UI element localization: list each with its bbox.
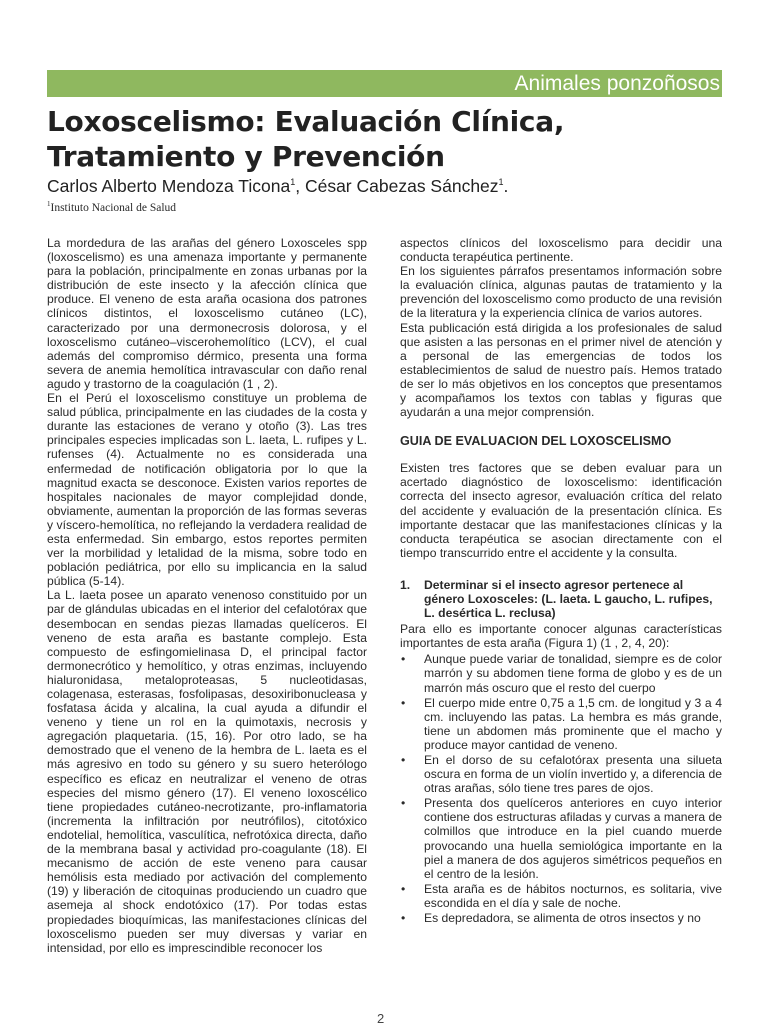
- left-column: [47, 236, 367, 955]
- numbered-item-text: Determinar si el insecto agresor pertenece al género Loxosceles: (L. laeta. L gaucho, L. rufipes, L. desértica L. reclusa): [424, 577, 713, 621]
- bullet-icon: •: [401, 695, 406, 710]
- bullet-list: [400, 652, 722, 925]
- bullet-icon: •: [401, 753, 406, 767]
- author-list-end: .: [503, 176, 509, 196]
- bullet-item: [400, 753, 722, 795]
- article-title-line-2: Tratamiento y Prevención: [47, 140, 445, 173]
- body-paragraph: En el Perú el loxoscelismo constituye un problema de salud pública, principalmente en las ciudades de la costa y durante las estaciones de verano y otoño (3). Las tres principales especies implicadas son L. laeta, L. rufipes y L. rufenses (4). Actualmente no es considerada una enfermedad de notificación obligatoria por lo que la magnitud exacta se desconoce. Existen varios reportes de hospitales nacionales de mayor complejidad donde, obviamente, aumentan la proporción de las formas severas y víscero-hemolítica, no reflejando la verdadera realidad de esta enfermedad. Sin embargo, estos reportes permiten ver la morbilidad y letalidad de la misma, sobre todo en población pediátrica, por ello su implicancia en la salud pública (5-14).: [47, 391, 367, 589]
- body-paragraph: En los siguientes párrafos presentamos información sobre la evaluación clínica, algunas pautas de tratamiento y la prevención del loxoscelismo como producto de una revisión de la literatura y la experiencia clínica de varios autores.: [400, 264, 722, 321]
- section-heading: GUIA DE EVALUACION DEL LOXOSCELISMO: [400, 434, 672, 449]
- affiliation-mark: 1: [47, 200, 51, 208]
- bullet-icon: •: [401, 796, 406, 811]
- section-banner-label: Animales ponzoñosos: [514, 72, 720, 95]
- numbered-item-number: 1.: [400, 577, 411, 592]
- author-name: César Cabezas Sánchez: [304, 176, 499, 196]
- author-name: Carlos Alberto Mendoza Ticona: [47, 176, 291, 196]
- bullet-item: [400, 652, 722, 694]
- article-title: [47, 104, 727, 174]
- bullet-text: El cuerpo mide entre 0,75 a 1,5 cm. de longitud y 3 a 4 cm. incluyendo las patas. La hembra es más grande, tiene un abdomen más prominente que el macho y produce mayor cantidad de veneno.: [424, 695, 722, 752]
- article-title-line-1: Loxoscelismo: Evaluación Clínica,: [47, 105, 565, 138]
- author-list: [47, 176, 508, 197]
- affiliation-text: Instituto Nacional de Salud: [50, 201, 177, 214]
- bullet-item: [400, 882, 722, 910]
- bullet-text: Presenta dos quelíceros anteriores en cuyo interior contiene dos estructuras afiladas y curvas a manera de colmillos que introduce en la piel cuando muerde provocando una huella semiológica importante en la piel a manera de dos agujeros simétricos pequeños en el centro de la lesión.: [424, 796, 722, 881]
- bullet-text: En el dorso de su cefalotórax presenta una silueta oscura en forma de un violín invertido y, a diferencia de otras arañas, sólo tiene tres pares de ojos.: [424, 753, 722, 796]
- bullet-text: Aunque puede variar de tonalidad, siempre es de color marrón y su abdomen tiene forma de globo y es de un marrón más oscuro que el resto del cuerpo: [424, 652, 722, 695]
- body-paragraph: Existen tres factores que se deben evaluar para un acertado diagnóstico de loxoscelismo: identificación correcta del insecto agresor, evaluación crítica del relato del accidente y evaluación de la presentación clínica. Es importante destacar que las manifestaciones clínicas y la conducta terapéutica se asocian directamente con el tiempo transcurrido entre el accidente y la consulta.: [400, 461, 722, 560]
- bullet-text: Esta araña es de hábitos nocturnos, es solitaria, vive escondida en el día y sale de noche.: [424, 881, 722, 910]
- numbered-item: [400, 578, 722, 620]
- author-separator: ,: [295, 176, 305, 196]
- body-paragraph: La mordedura de las arañas del género Loxosceles spp (loxoscelismo) es una amenaza importante y permanente para la población, principalmente en zonas urbanas por la distribución de este insecto y la afección clínica que produce. El veneno de esta araña ocasiona dos patrones clínicos distintos, el loxoscelismo cutáneo (LC), caracterizado por una dermonecrosis dolorosa, y el loxoscelismo cutáneo–viscerohemolítico (LCV), el cual además del compromiso dérmico, presenta una forma severa de anemia hemolítica intravascular con daño renal agudo y trastorno de la coagulación (1 , 2).: [47, 236, 367, 391]
- section-banner: [47, 70, 722, 97]
- right-column: [400, 236, 722, 926]
- body-paragraph: Para ello es importante conocer algunas características importantes de esta araña (Figura 1) (1 , 2, 4, 20):: [400, 622, 722, 651]
- bullet-icon: •: [401, 911, 406, 926]
- affiliation: [47, 200, 176, 214]
- body-paragraph: La L. laeta posee un aparato venenoso constituido por un par de glándulas ubicadas en el interior del cefalotórax que desembocan en sendas piezas llamadas quelíceros. El veneno de esta araña es bastante complejo. Esta compuesto de esfingomielinasa D, el principal factor dermonecrótico y hemolítico, y otras enzimas, incluyendo hialuronidasa, metaloproteasas, 5 nucleotidasas, colagenasa, esterasas, fosfolipasas, desoxiribonucleasa y fosfatasa ácida y alcalina, la cual ayuda a difundir el veneno y tiene un rol en la quimotaxis, necrosis y agregación plaquetaria. (15, 16). Por otro lado, se ha demostrado que el veneno de la hembra de L. laeta es el más agresivo en todo su género y su suero heterólogo específico es eficaz en neutralizar el veneno de otras especies del mismo género (17). El veneno loxoscélico tiene propiedades cutáneo-necrotizante, pro-inflamatoria (incrementa la infiltración por neutrófilos), citotóxico endotelial, hemolítica, vasculítica, nefrotóxica directa, daño de la membrana basal y actividad pro-coagulante (18). El mecanismo de acción de este veneno para causar hemólisis esta mediado por activación del complemento (19) y liberación de citoquinas produciendo un cuadro que asemeja al shock endotóxico (17). Por todas estas propiedades bioquímicas, las manifestaciones clínicas del loxoscelismo pueden ser muy diversas y variar en intensidad, por ello es imprescindible reconocer los: [47, 588, 367, 955]
- bullet-item: [400, 911, 722, 925]
- bullet-item: [400, 796, 722, 881]
- bullet-text: Es depredadora, se alimenta de otros insectos y no: [424, 911, 701, 926]
- bullet-item: [400, 696, 722, 752]
- author-affiliation-mark: 1: [290, 177, 296, 188]
- author-affiliation-mark: 1: [498, 177, 504, 188]
- body-paragraph: Esta publicación está dirigida a los profesionales de salud que asisten a las personas en el primer nivel de atención y a personal de las emergencias de todos los establecimientos de salud de nuestro país. Hemos tratado de ser lo más objetivos en los conceptos que presentamos y acompañamos los textos con tablas y figuras que ayudarán a una mejor comprensión.: [400, 320, 722, 420]
- body-paragraph: aspectos clínicos del loxoscelismo para decidir una conducta terapéutica pertinente.: [400, 236, 722, 265]
- page-number: 2: [377, 1011, 385, 1026]
- bullet-icon: •: [401, 652, 406, 667]
- bullet-icon: •: [401, 881, 406, 896]
